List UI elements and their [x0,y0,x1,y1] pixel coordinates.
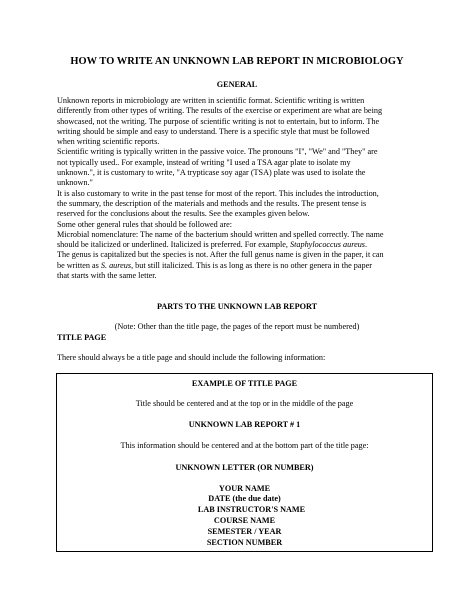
body-line: The genus is capitalized but the species is not. After the full genus name is given in the paper, it can [57,250,384,260]
body-line: the summary, the description of the materials and methods and the results. The present tense is [57,198,367,208]
body-line: It is also customary to write in the past tense for most of the report. This includes the introduction, [57,188,379,198]
body-line: showcased, not the writing. The purpose of scientific writing is not to entertain, but to inform. The [57,116,380,126]
body-line: should be italicized or underlined. Italicized is preferred. For example, Staphylococcus aureus. [57,240,368,250]
body-line: Scientific writing is typically written in the passive voice. The pronouns "I", "We" and "They" are [57,147,378,157]
body-line: Microbial nomenclature: The name of the bacterium should written and spelled correctly. The name [57,229,384,239]
example-bottom-instruction: This information should be centered and at the bottom part of the title page: [120,441,369,450]
example-title-instruction: Title should be centered and at the top or in the middle of the page [135,399,354,408]
example-heading: EXAMPLE OF TITLE PAGE [191,379,298,388]
example-course: COURSE NAME [213,516,276,525]
body-line: that starts with the same letter. [57,271,157,281]
numbering-note: (Note: Other than the title page, the pages of the report must be numbered) [114,322,360,331]
title-page-heading: TITLE PAGE [57,333,107,342]
body-line: when writing scientific reports. [57,137,160,147]
example-your-name: YOUR NAME [218,484,271,493]
example-semester: SEMESTER / YEAR [207,527,282,536]
body-line: reserved for the conclusions about the results. See the examples given below. [57,209,310,219]
parts-heading: PARTS TO THE UNKNOWN LAB REPORT [156,302,318,311]
body-line: differently from other types of writing. The results of the exercise or experiment are what are being [57,106,383,116]
example-unknown-letter: UNKNOWN LETTER (OR NUMBER) [175,463,314,472]
example-instructor: LAB INSTRUCTOR'S NAME [197,505,306,514]
body-line: writing should be simple and easy to understand. There is a specific style that must be followed [57,126,370,136]
body-line: Unknown reports in microbiology are written in scientific format. Scientific writing is written [57,96,365,105]
body-line: unknown.", it is customary to write, "A trypticase soy agar (TSA) plate was used to isolate the [57,168,366,178]
body-line: unknown." [57,178,93,188]
body-line: not typically used.. For example, instead of writing "I used a TSA agar plate to isolate my [57,157,351,167]
document-title: HOW TO WRITE AN UNKNOWN LAB REPORT IN MICROBIOLOGY [70,56,404,67]
general-section [57,96,429,281]
example-title-page-box [56,373,433,552]
body-line: Some other general rules that should be followed are: [57,219,233,229]
example-report-label: UNKNOWN LAB REPORT # 1 [188,420,301,429]
title-page-intro: There should always be a title page and should include the following information: [57,353,326,362]
example-date: DATE (the due date) [208,494,281,503]
body-line: be written as S. aureus, but still italicized. This is as long as there is no other genera in the paper [57,260,372,270]
example-section: SECTION NUMBER [206,538,283,547]
general-heading: GENERAL [216,80,258,89]
